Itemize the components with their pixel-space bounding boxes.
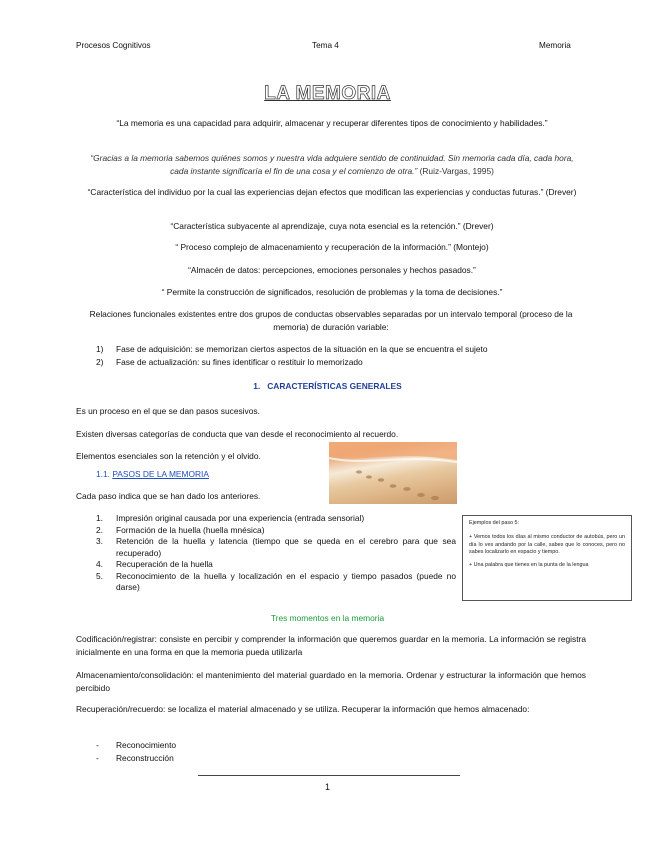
retrieval-list — [96, 739, 176, 764]
section-number: 1. — [253, 381, 261, 391]
quote-almacen: “Almacén de datos: percepciones, emociones personales y hechos pasados.” — [188, 265, 476, 275]
paragraph: Existen diversas categorías de conducta que van desde el reconocimiento al recuerdo. — [76, 429, 399, 439]
paragraph: Es un proceso en el que se dan pasos sucesivos. — [76, 406, 260, 416]
step-text: Reconocimiento de la huella y localización en el espacio y tiempo pasados (puede no darse) — [116, 570, 456, 592]
step-item — [96, 571, 456, 594]
subsection-number: 1.1. — [96, 469, 110, 479]
subsection-heading — [96, 469, 209, 479]
steps-list — [96, 513, 456, 594]
quote-ruiz-vargas — [82, 152, 582, 177]
retrieval-text: Reconstrucción — [116, 752, 174, 763]
note-item: + Una palabra que tienes en la punta de la lengua — [469, 561, 589, 568]
footer-divider — [198, 775, 460, 776]
relations-paragraph: Relaciones funcionales existentes entre dos grupos de conductas observables separadas por un intervalo temporal (proceso de la memoria) de duración variable: — [89, 309, 573, 332]
step-num: 4. — [96, 559, 103, 569]
header-center: Tema 4 — [312, 41, 339, 50]
moment-codificacion: Codificación/registrar: consiste en percibir y comprender la información que queremos guardar en la memoria. La información se registra inicialmente en una forma en que la memoria pueda utilizarla — [76, 634, 586, 657]
page-title: LA MEMORIA — [264, 83, 391, 104]
step-item — [96, 536, 456, 559]
step-num: 5. — [96, 570, 103, 581]
phase-item — [96, 343, 586, 356]
step-text: Recuperación de la huella — [116, 559, 213, 569]
quote-definition: “La memoria es una capacidad para adquirir, almacenar y recuperar diferentes tipos de conocimiento y habilidades.” — [116, 118, 548, 128]
retrieval-item — [96, 739, 176, 752]
page-number: 1 — [324, 782, 330, 792]
step-item — [96, 513, 456, 525]
bullet: - — [96, 752, 99, 763]
steps-intro: Cada paso indica que se han dado los anteriores. — [76, 491, 261, 501]
section-title: CARACTERÍSTICAS GENERALES — [267, 381, 402, 391]
header-right: Memoria — [539, 41, 571, 50]
step-text: Impresión original causada por una experiencia (entrada sensorial) — [116, 513, 365, 523]
moment-recuperacion: Recuperación/recuerdo: se localiza el material almacenado y se utiliza. Recuperar la información que hemos almacenado: — [76, 704, 530, 714]
phase-list — [96, 343, 586, 368]
retrieval-item — [96, 752, 176, 765]
step-num: 2. — [96, 524, 103, 535]
note-title: Ejemplos del paso 5: — [469, 520, 520, 526]
quote-montejo: “ Proceso complejo de almacenamiento y recuperación de la información.” (Montejo) — [175, 242, 489, 252]
paragraph: Elementos esenciales son la retención y el olvido. — [76, 451, 261, 461]
phase-text: Fase de adquisición: se memorizan ciertos aspectos de la situación en la que se encuentra el sujeto — [116, 344, 488, 354]
quote-significados: “ Permite la construcción de significados, resolución de problemas y la toma de decisiones.” — [161, 287, 503, 297]
quote-ruiz-vargas-author: (Ruiz-Vargas, 1995) — [419, 165, 494, 176]
step-num: 1. — [96, 513, 103, 523]
section-heading — [0, 381, 655, 391]
moments-heading: Tres momentos en la memoria — [270, 613, 385, 623]
phase-num: 2) — [96, 356, 104, 367]
phase-text: Fase de actualización: su fines identificar o restituir lo memorizado — [116, 356, 363, 367]
step-num: 3. — [96, 536, 103, 546]
step-text: Retención de la huella y latencia (tiempo que se queda en el cerebro para que sea recuperado) — [116, 536, 456, 558]
bullet: - — [96, 740, 99, 750]
footprints-icon — [329, 442, 457, 504]
subsection-title-link[interactable]: PASOS DE LA MEMORIA — [112, 469, 209, 479]
step-text: Formación de la huella (huella mnésica) — [116, 524, 265, 535]
example-note-box — [462, 515, 632, 601]
header-left: Procesos Cognitivos — [76, 41, 151, 50]
quote-drever-2: “Característica subyacente al aprendizaje, cuya nota esencial es la retención.” (Drever) — [170, 221, 494, 231]
phase-item — [96, 356, 586, 369]
note-item: + Vemos todos los días al mismo conductor de autobús, pero un día lo ves andando por la calle, sabes que lo conoces, pero no sabes localizarlo en espacio y tiempo. — [469, 534, 625, 556]
step-item — [96, 525, 456, 537]
quote-drever-1: “Característica del individuo por la cual las experiencias dejan efectos que modifican las experiencias y conductas futuras.” (Drever) — [87, 187, 577, 197]
moment-almacenamiento: Almacenamiento/consolidación: el mantenimiento del material guardado en la memoria. Ordenar y estructurar la información que hemos percibido — [76, 670, 586, 693]
retrieval-text: Reconocimiento — [116, 740, 177, 750]
phase-num: 1) — [96, 344, 104, 354]
step-item — [96, 559, 456, 571]
quote-ruiz-vargas-text: “Gracias a la memoria sabemos quiénes somos y nuestra vida adquiere sentido de continuidad. Sin memoria cada día, cada hora, cada instante significaría el fin de una cosa y el comienzo de otra.” — [90, 153, 574, 176]
beach-footprints-image — [329, 442, 457, 504]
